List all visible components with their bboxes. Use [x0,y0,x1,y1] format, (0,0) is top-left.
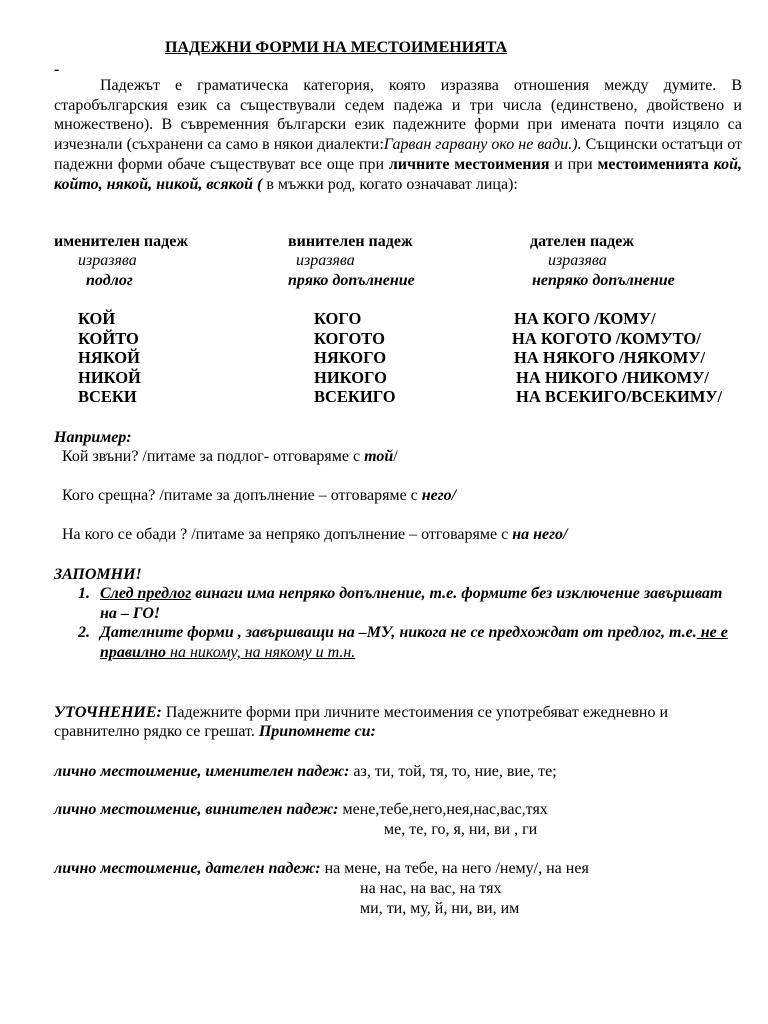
example-text: Кого срещна? /питаме за допълнение – отговаряме с [62,487,422,504]
col-role-dative: непряко допълнение [532,272,675,289]
personal-forms: ми, ти, му, й, ни, ви, им [360,900,520,917]
example-answer: на него/ [512,526,568,543]
example-answer: той [364,448,394,465]
intro-bold-personal: личните местоимения [388,155,550,173]
clarification-paragraph [54,703,744,741]
example-line [62,447,398,466]
clarification-heading: УТОЧНЕНИЕ: [54,704,162,721]
remember-item-1 [78,584,738,624]
intro-text-2: Същински остатъци от падежни форми обаче съществуват все още при [54,136,743,173]
intro-text-3: и при [549,155,598,173]
col-header-nominative: именителен падеж [54,233,188,250]
personal-forms: на мене, на тебе, на него /нему/, на нея [324,860,589,877]
col-role-nominative: подлог [86,272,133,289]
personal-forms: мене,тебе,него,нея,нас,вас,тях [342,801,548,818]
form-nominative: НЯКОЙ [78,348,140,367]
example-text: Кой звъни? /питаме за подлог- отговаряме с [62,448,365,465]
intro-bold-pronouns: местоименията [597,155,709,173]
intro-pronoun-list: кой, който, някой, никой, всякой ( [54,155,743,193]
clarification-text: Падежните форми при личните местоимения се употребяват ежедневно и сравнително рядко се грешат. [54,704,669,740]
example-line [62,525,567,544]
remember-number: 2. [78,624,90,641]
form-nominative: НИКОЙ [78,368,141,387]
col-expresses-accusative: изразява [296,252,355,269]
example-answer: него/ [421,487,457,504]
col-role-accusative: пряко допълнение [288,272,415,289]
personal-nominative [54,762,557,781]
col-expresses-dative: изразява [548,252,607,269]
remember-text: Дателните форми , завършващи на –МУ, никога не се предхождат от предлог, т.е. [100,624,697,641]
personal-label: лично местоимение, винителен падеж: [54,801,339,818]
form-dative: НА КОГОТО /КОМУТО/ [512,329,701,348]
examples-heading: Например: [54,429,132,446]
remember-underlined: След предлог [100,585,192,602]
example-line [62,486,456,505]
personal-forms: ме, те, го, я, ни, ви , ги [384,821,538,838]
personal-forms: аз, ти, той, тя, то, ние, вие, те; [353,763,557,780]
remember-item-2 [78,623,738,663]
intro-text-1: Падежът е граматическа категория, която изразява отношения между думите. В старобългарския език са съществували седем падежа и три числа (единствено, двойствено и множествено). В съвременния български език падежните форми при имената почти изцяло са изчезнали (съхранени са само в някои диалекти: [54,77,742,154]
form-nominative: КОЙТО [78,329,139,348]
personal-forms: на нас, на вас, на тях [360,880,502,897]
remember-heading: ЗАПОМНИ! [54,566,142,583]
clarification-recall: Припомнете си: [254,723,376,740]
form-nominative: ВСЕКИ [78,387,137,406]
form-dative: НА ВСЕКИГО/ВСЕКИМУ/ [516,387,723,406]
personal-label: лично местоимение, дателен падеж: [54,860,321,877]
remember-number: 1. [78,585,90,602]
form-dative: НА КОГО /КОМУ/ [514,309,656,328]
example-end: / [393,448,398,465]
remember-tail: на никому, на някому и т.н. [166,644,356,661]
personal-label: лично местоимение, именителен падеж: [54,763,350,780]
form-accusative: КОГО [314,309,362,328]
col-expresses-nominative: изразява [78,252,137,269]
personal-dative [54,859,589,878]
form-accusative: ВСЕКИГО [314,387,396,406]
form-dative: НА НЯКОГО /НЯКОМУ/ [514,348,706,367]
intro-text-4: в мъжки род, когато означават лица): [262,175,518,193]
form-accusative: НЯКОГО [314,348,387,367]
col-header-dative: дателен падеж [530,233,634,250]
remember-underlined: не е правилно [100,624,728,661]
intro-example-quote: Гарван гарвану око не вади.). [383,136,582,154]
intro-paragraph [54,76,742,194]
form-dative: НА НИКОГО /НИКОМУ/ [516,368,709,387]
form-accusative: КОГОТО [314,329,385,348]
example-text: На кого се обади ? /питаме за непряко допълнение – отговаряме с [62,526,513,543]
form-accusative: НИКОГО [314,368,387,387]
personal-accusative [54,800,548,819]
form-nominative: КОЙ [78,309,116,328]
dash-mark: - [54,61,60,78]
col-header-accusative: винителен падеж [288,233,413,250]
remember-text: винаги има непряко допълнение, т.е. формите без изключение завършват на – ГО! [100,585,723,622]
page-title: ПАДЕЖНИ ФОРМИ НА МЕСТОИМЕНИЯТА [165,39,508,56]
